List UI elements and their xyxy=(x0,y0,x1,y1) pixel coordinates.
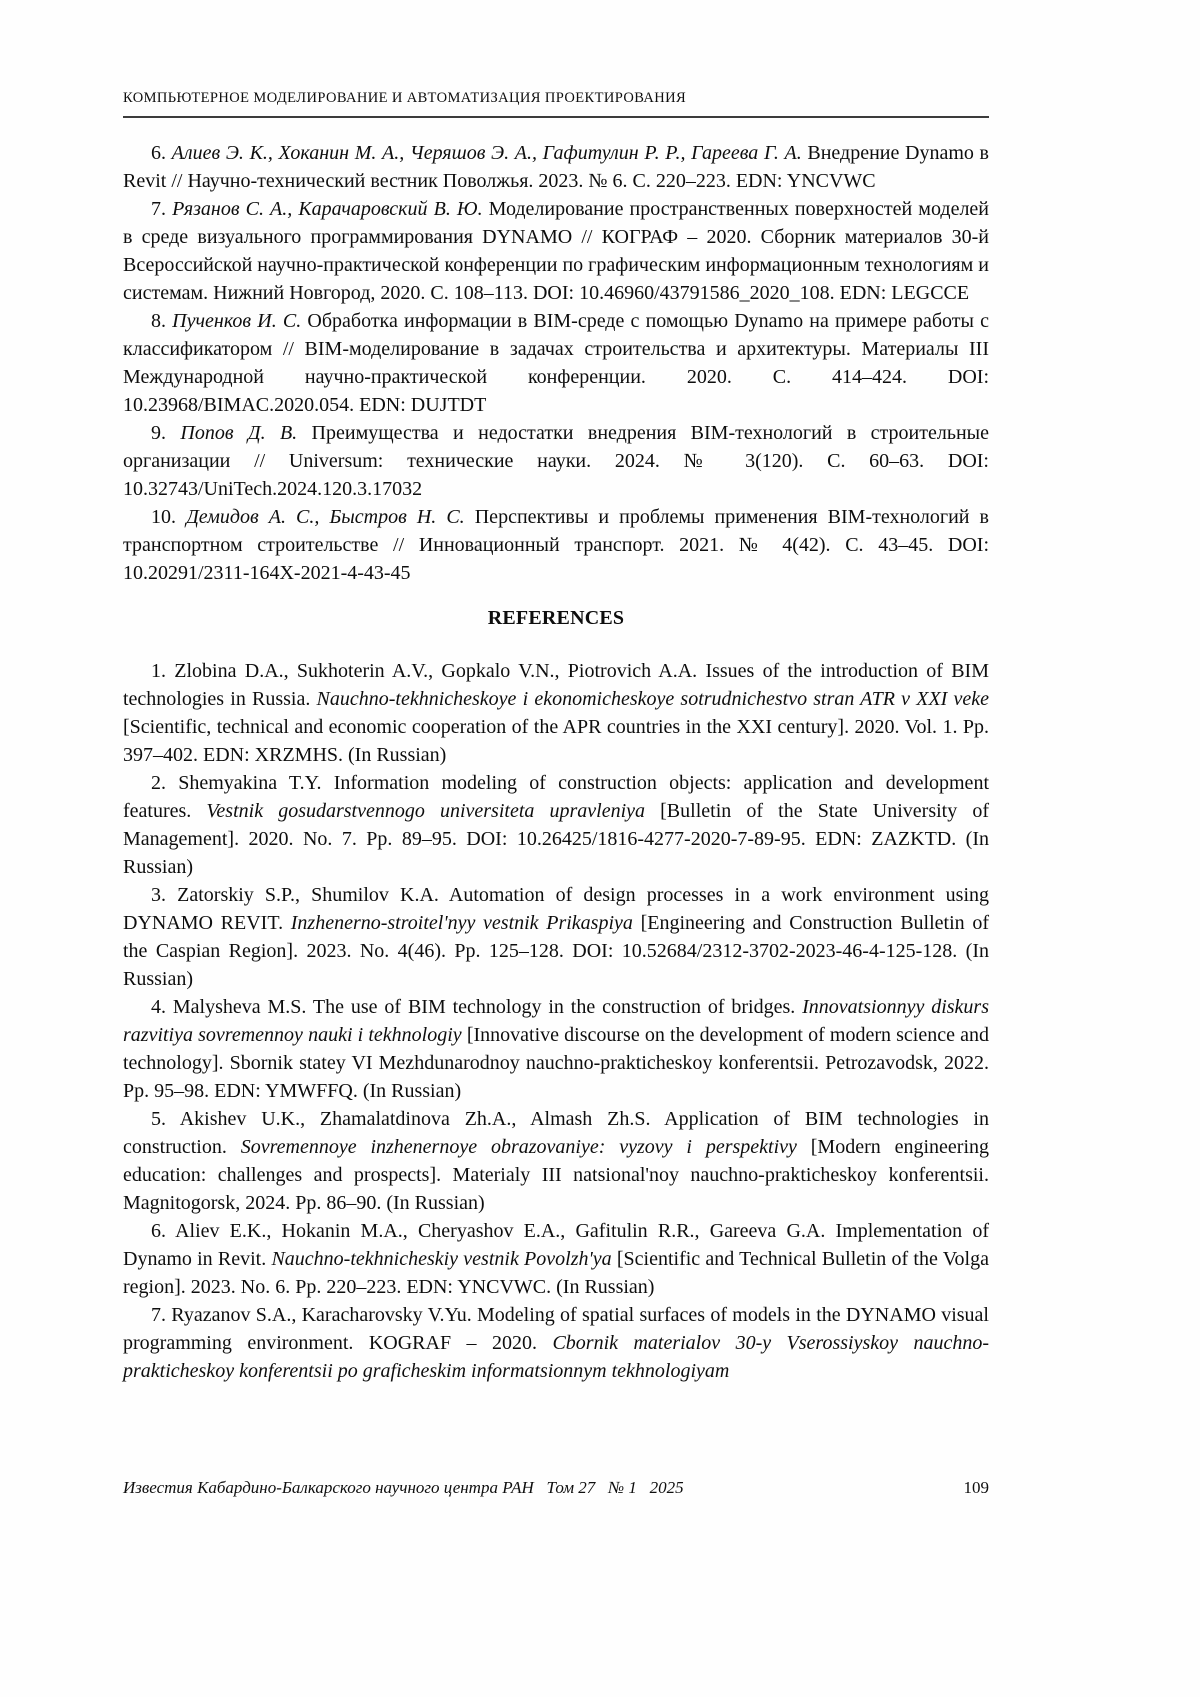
reference-item-en-1: 1. Zlobina D.A., Sukhoterin A.V., Gopkalo V.N., Piotrovich A.A. Issues of the introduction of BIM technologies in Russia. Nauchno-tekhnicheskoye i ekonomicheskoye sotrudnichestvo stran ATR v XXI veke [Scientific, technical and economic cooperation of the APR countries in the XXI century]. 2020. Vol. 1. Pp. 397–402. EDN: XRZMHS. (In Russian) xyxy=(123,660,989,766)
footer-journal-line: Известия Кабардино-Балкарского научного центра РАН Том 27 № 1 2025 xyxy=(123,1478,684,1497)
reference-item-en-6: 6. Aliev E.K., Hokanin M.A., Cheryashov E.A., Gafitulin R.R., Gareeva G.A. Implementation of Dynamo in Revit. Nauchno-tekhnicheskiy vestnik Povolzh'ya [Scientific and Technical Bulletin of the Volga region]. 2023. No. 6. Pp. 220–223. EDN: YNCVWC. (In Russian) xyxy=(123,1220,989,1298)
running-header xyxy=(123,90,989,118)
reference-item-ru-9: 9. Попов Д. В. Преимущества и недостатки внедрения BIM-технологий в строительные организации // Universum: технические науки. 2024. № 3(120). С. 60–63. DOI: 10.32743/UniTech.2024.120.3.17032 xyxy=(123,422,989,500)
page-body xyxy=(123,139,989,1385)
footer-page-number: 109 xyxy=(963,1478,989,1497)
page-footer xyxy=(123,1478,989,1498)
references-heading: REFERENCES xyxy=(487,607,625,629)
reference-item-ru-8: 8. Пученков И. С. Обработка информации в BIM-среде с помощью Dynamo на примере работы с классификатором // BIM-моделирование в задачах строительства и архитектуры. Материалы III Международной научно-практической конференции. 2020. С. 414–424. DOI: 10.23968/BIMAC.2020.054. EDN: DUJTDT xyxy=(123,310,989,416)
reference-item-ru-6: 6. Алиев Э. К., Хоканин М. А., Черяшов Э. А., Гафитулин Р. Р., Гареева Г. А. Внедрение Dynamo в Revit // Научно-технический вестник Поволжья. 2023. № 6. С. 220–223. EDN: YNCVWC xyxy=(123,142,990,192)
reference-item-en-5: 5. Akishev U.K., Zhamalatdinova Zh.A., Almash Zh.S. Application of BIM technologies in construction. Sovremennoye inzhenernoye obrazovaniye: vyzovy i perspektivy [Modern engineering education: challenges and prospects]. Materialy III natsional'noy nauchno-prakticheskoy konferentsii. Magnitogorsk, 2024. Pp. 86–90. (In Russian) xyxy=(123,1108,990,1214)
reference-item-en-4: 4. Malysheva M.S. The use of BIM technology in the construction of bridges. Innovatsionnyy diskurs razvitiya sovremennoy nauki i tekhnologiy [Innovative discourse on the development of modern science and technology]. Sbornik statey VI Mezhdunarodnoy nauchno-prakticheskoy konferentsii. Petrozavodsk, 2022. Pp. 95–98. EDN: YMWFFQ. (In Russian) xyxy=(123,996,990,1102)
reference-item-en-7: 7. Ryazanov S.A., Karacharovsky V.Yu. Modeling of spatial surfaces of models in the DYNAMO visual programming environment. KOGRAF – 2020. Cbornik materialov 30-y Vserossiyskoy nauchno-prakticheskoy konferentsii po graficheskim informatsionnym tekhnologiyam xyxy=(123,1304,989,1382)
reference-item-en-3: 3. Zatorskiy S.P., Shumilov K.A. Automation of design processes in a work environment using DYNAMO REVIT. Inzhenerno-stroitel'nyy vestnik Prikaspiya [Engineering and Construction Bulletin of the Caspian Region]. 2023. No. 4(46). Pp. 125–128. DOI: 10.52684/2312-3702-2023-46-4-125-128. (In Russian) xyxy=(123,884,989,990)
reference-item-en-2: 2. Shemyakina T.Y. Information modeling of construction objects: application and development features. Vestnik gosudarstvennogo universiteta upravleniya [Bulletin of the State University of Management]. 2020. No. 7. Pp. 89–95. DOI: 10.26425/1816-4277-2020-7-89-95. EDN: ZAZKTD. (In Russian) xyxy=(123,772,990,878)
running-header-title: КОМПЬЮТЕРНОЕ МОДЕЛИРОВАНИЕ И АВТОМАТИЗАЦИЯ ПРОЕКТИРОВАНИЯ xyxy=(123,90,687,106)
reference-item-ru-7: 7. Рязанов С. А., Карачаровский В. Ю. Моделирование пространственных поверхностей моделей в среде визуального программирования DYNAMO // КОГРАФ – 2020. Сборник материалов 30-й Всероссийской научно-практической конференции по графическим информационным технологиям и системам. Нижний Новгород, 2020. С. 108–113. DOI: 10.46960/43791586_2020_108. EDN: LEGCCE xyxy=(123,198,990,304)
reference-item-ru-10: 10. Демидов А. С., Быстров Н. С. Перспективы и проблемы применения BIM-технологий в транспортном строительстве // Инновационный транспорт. 2021. № 4(42). С. 43–45. DOI: 10.20291/2311-164X-2021-4-43-45 xyxy=(123,506,989,584)
